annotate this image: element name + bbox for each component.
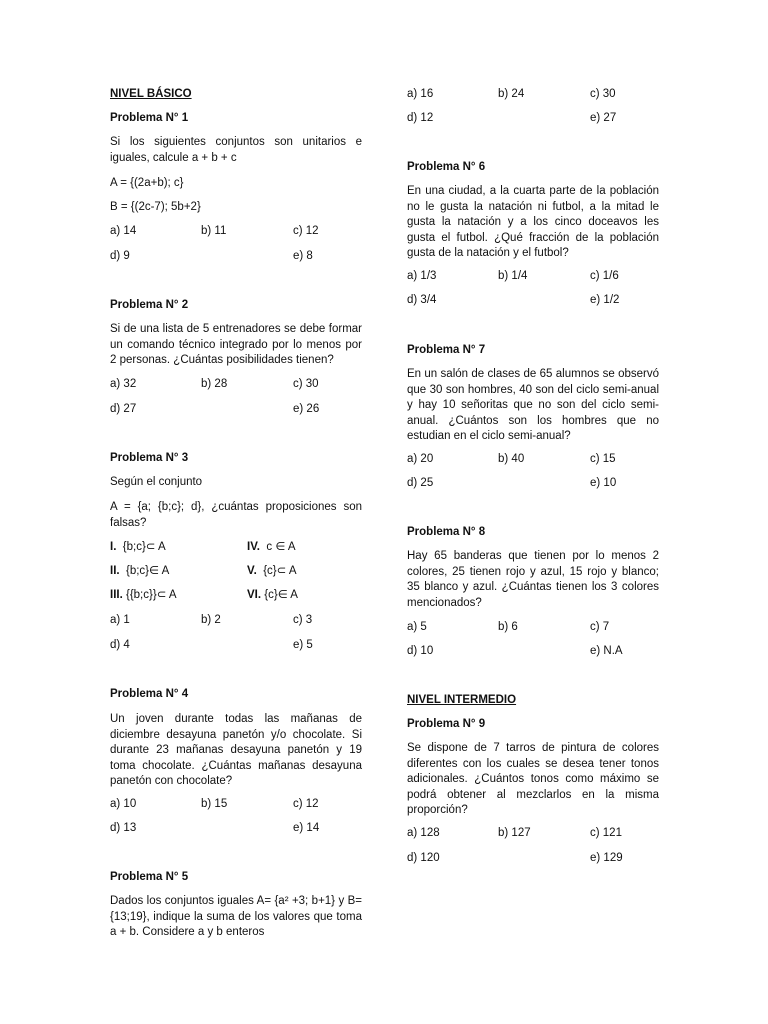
- proposition-4-number: IV.: [247, 541, 261, 553]
- problem-5-option-e: e) 27: [590, 112, 617, 124]
- problem-9-option-e: e) 129: [590, 852, 623, 864]
- problem-3-intro: Según el conjunto: [110, 476, 203, 488]
- problem-3-title: Problema N° 3: [110, 452, 189, 464]
- problem-1-set-a: A = {(2a+b); c}: [110, 177, 184, 189]
- problem-8-option-a: a) 5: [407, 621, 427, 633]
- proposition-3: [110, 588, 177, 604]
- proposition-4-expr: c ∈ A: [266, 541, 296, 553]
- proposition-5-expr: {c}⊂ A: [263, 565, 297, 577]
- problem-2-text: Si de una lista de 5 entrenadores se debe formar un comando técnico integrado por lo menos por 2 personas. ¿Cuántas posibilidades tienen?: [110, 323, 362, 366]
- proposition-5: [247, 564, 297, 580]
- problem-5-option-b: b) 24: [498, 88, 525, 100]
- problem-4-option-c: c) 12: [293, 798, 319, 810]
- proposition-3-expr: {{b;c}}⊂ A: [125, 589, 177, 601]
- problem-3-option-a: a) 1: [110, 614, 130, 626]
- problem-8-option-b: b) 6: [498, 621, 518, 633]
- proposition-1: [110, 540, 166, 556]
- problem-8-option-d: d) 10: [407, 645, 434, 657]
- problem-6-option-e: e) 1/2: [590, 294, 620, 306]
- problem-1-option-b: b) 11: [201, 225, 227, 237]
- problem-5-option-c: c) 30: [590, 88, 616, 100]
- problem-4-option-b: b) 15: [201, 798, 228, 810]
- problem-1-option-a: a) 14: [110, 225, 137, 237]
- problem-1-title: Problema N° 1: [110, 112, 189, 124]
- problem-7-option-e: e) 10: [590, 477, 617, 489]
- proposition-2: [110, 564, 169, 580]
- problem-9-option-b: b) 127: [498, 827, 531, 839]
- problem-7-title: Problema N° 7: [407, 344, 486, 356]
- problem-2-option-d: d) 27: [110, 403, 137, 415]
- problem-1-text: Si los siguientes conjuntos son unitarios e iguales, calcule a + b + c: [110, 136, 362, 164]
- problem-9-option-c: c) 121: [590, 827, 622, 839]
- proposition-6-number: VI.: [247, 589, 262, 601]
- proposition-1-number: I.: [110, 541, 117, 553]
- level-title-basic: NIVEL BÁSICO: [110, 88, 192, 100]
- problem-7-option-a: a) 20: [407, 453, 434, 465]
- problem-4-text: Un joven durante todas las mañanas de diciembre desayuna panetón y/o chocolate. Si durante 23 mañanas desayuna panetón y 19 toma chocolate. ¿Cuántas mañanas desayuna panetón con chocolate?: [110, 713, 362, 787]
- problem-6-title: Problema N° 6: [407, 161, 486, 173]
- proposition-3-number: III.: [110, 589, 123, 601]
- proposition-2-number: II.: [110, 565, 120, 577]
- proposition-4: [247, 540, 296, 556]
- problem-5-text: Dados los conjuntos iguales A= {a² +3; b+1} y B= {13;19}, indique la suma de los valores que toma a + b. Considere a y b enteros: [110, 895, 362, 938]
- problem-7-option-b: b) 40: [498, 453, 525, 465]
- problem-8-text: Hay 65 banderas que tienen por lo menos 2 colores, 25 tienen rojo y azul, 15 rojo y blanco; 35 blanco y azul. ¿Cuántas tienen los 3 colores mencionados?: [407, 550, 659, 609]
- problem-8-title: Problema N° 8: [407, 526, 486, 538]
- level-title-intermediate: NIVEL INTERMEDIO: [407, 694, 517, 706]
- problem-6-option-b: b) 1/4: [498, 270, 528, 282]
- problem-7-option-c: c) 15: [590, 453, 616, 465]
- problem-2-option-c: c) 30: [293, 378, 319, 390]
- problem-9-option-a: a) 128: [407, 827, 440, 839]
- problem-5-option-d: d) 12: [407, 112, 434, 124]
- problem-4-title: Problema N° 4: [110, 688, 189, 700]
- problem-8-option-e: e) N.A: [590, 645, 623, 657]
- problem-6-option-a: a) 1/3: [407, 270, 437, 282]
- problem-7-option-d: d) 25: [407, 477, 434, 489]
- problem-9-title: Problema N° 9: [407, 718, 486, 730]
- problem-4-option-d: d) 13: [110, 822, 137, 834]
- problem-3-option-e: e) 5: [293, 639, 313, 651]
- problem-3-option-c: c) 3: [293, 614, 313, 626]
- problem-3-option-b: b) 2: [201, 614, 221, 626]
- problem-7-text: En un salón de clases de 65 alumnos se observó que 30 son hombres, 40 son del ciclo semi-anual y hay 10 señoritas que no son del ciclo semi-anual. ¿Cuántos son los hombres que no estudian en el ciclo semi-anual?: [407, 368, 659, 442]
- problem-4-option-e: e) 14: [293, 822, 320, 834]
- problem-5-title: Problema N° 5: [110, 871, 189, 883]
- problem-6-option-c: c) 1/6: [590, 270, 619, 282]
- proposition-6: [247, 588, 298, 604]
- problem-5-option-a: a) 16: [407, 88, 434, 100]
- problem-2-option-e: e) 26: [293, 403, 320, 415]
- proposition-2-expr: {b;c}∈ A: [125, 565, 170, 577]
- proposition-6-expr: {c}∈ A: [264, 589, 298, 601]
- problem-8-option-c: c) 7: [590, 621, 610, 633]
- problem-2-option-a: a) 32: [110, 378, 137, 390]
- problem-1-option-e: e) 8: [293, 250, 313, 262]
- problem-1-option-d: d) 9: [110, 250, 130, 262]
- problem-9-option-d: d) 120: [407, 852, 440, 864]
- proposition-1-expr: {b;c}⊂ A: [122, 541, 166, 553]
- problem-4-option-a: a) 10: [110, 798, 137, 810]
- problem-1-option-c: c) 12: [293, 225, 319, 237]
- problem-9-text: Se dispone de 7 tarros de pintura de colores diferentes con los cuales se desea tener tonos adicionales. ¿Cuántos tonos como máximo se podrá obtener al mezclarlos en la misma proporción?: [407, 742, 659, 816]
- problem-6-option-d: d) 3/4: [407, 294, 437, 306]
- problem-3-option-d: d) 4: [110, 639, 130, 651]
- problem-6-text: En una ciudad, a la cuarta parte de la población no le gusta la natación ni futbol, a la mitad le gusta la natación y a los cinco doceavos les gusta el futbol. ¿Qué fracción de la población gusta de la natación y el futbol?: [407, 185, 659, 259]
- problem-3-text: A = {a; {b;c}; d}, ¿cuántas proposiciones son falsas?: [110, 501, 362, 529]
- problem-1-set-b: B = {(2c-7); 5b+2}: [110, 201, 201, 213]
- problem-2-title: Problema N° 2: [110, 299, 189, 311]
- problem-2-option-b: b) 28: [201, 378, 228, 390]
- proposition-5-number: V.: [247, 565, 257, 577]
